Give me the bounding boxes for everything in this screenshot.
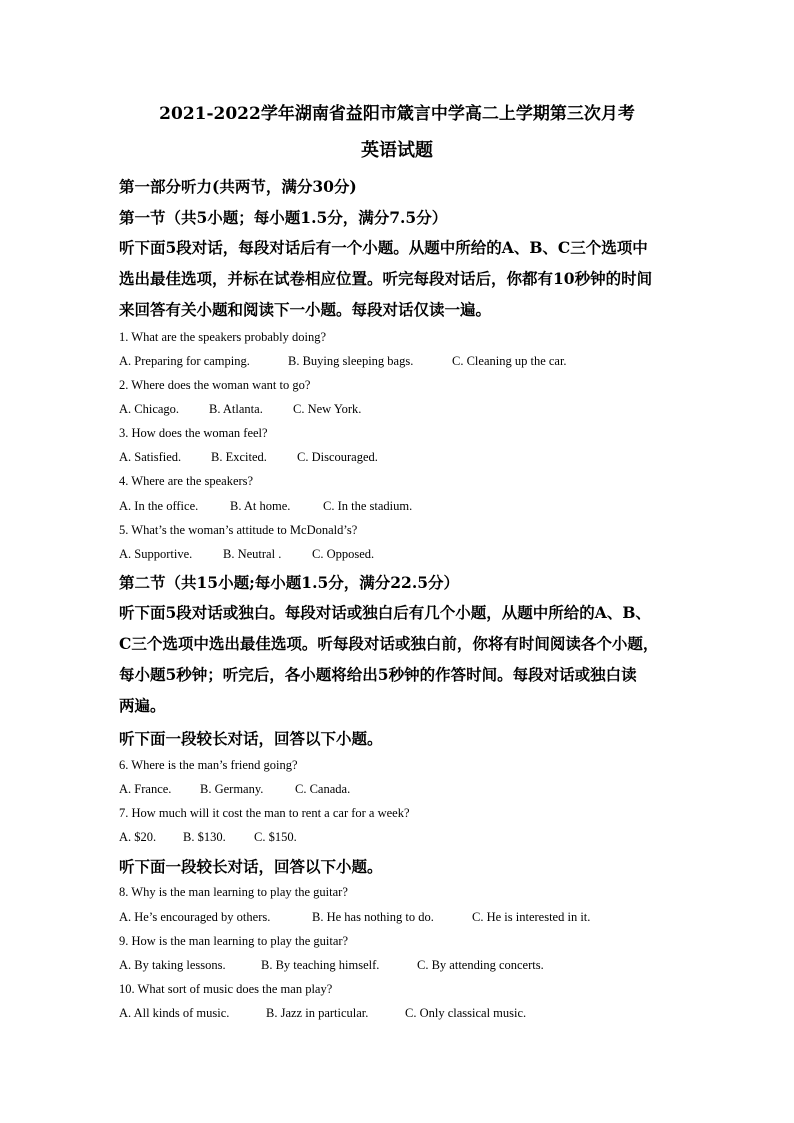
question-7: 7. How much will it cost the man to rent a car for a week? (119, 806, 410, 820)
option-a: A. $20. (119, 830, 157, 844)
question-4-options (119, 499, 412, 514)
instruction-line: 听下面5段对话或独白。每段对话或独白后有几个小题，从题中所给的A、B、 (119, 603, 651, 622)
option-a: A. Supportive. (119, 547, 193, 561)
section2-heading: 第二节（共15小题;每小题1.5分，满分22.5分） (119, 573, 460, 592)
sub-instruction: 听下面一段较长对话，回答以下小题。 (119, 857, 383, 876)
part1-heading: 第一部分听力(共两节，满分30分) (119, 177, 357, 196)
option-a: A. He’s encouraged by others. (119, 910, 271, 924)
option-a: A. Preparing for camping. (119, 354, 250, 368)
question-1: 1. What are the speakers probably doing? (119, 330, 326, 344)
option-c: C. In the stadium. (323, 499, 413, 513)
option-b: B. $130. (183, 830, 226, 844)
question-2-options (119, 402, 361, 417)
question-9-options (119, 958, 544, 973)
question-5: 5. What’s the woman’s attitude to McDonald’s? (119, 523, 358, 537)
option-b: B. Jazz in particular. (266, 1006, 369, 1020)
section1-instruction (119, 232, 679, 325)
question-8: 8. Why is the man learning to play the guitar? (119, 885, 348, 899)
option-b: B. Buying sleeping bags. (288, 354, 414, 368)
option-c: C. New York. (293, 402, 362, 416)
question-8-options (119, 910, 590, 925)
question-3: 3. How does the woman feel? (119, 426, 268, 440)
option-a: A. France. (119, 782, 172, 796)
option-b: B. By teaching himself. (261, 958, 380, 972)
exam-title: 2021-2022学年湖南省益阳市箴言中学高二上学期第三次月考 (159, 104, 635, 124)
option-c: C. He is interested in it. (472, 910, 591, 924)
question-6-options (119, 782, 350, 797)
question-6: 6. Where is the man’s friend going? (119, 758, 298, 772)
question-4: 4. Where are the speakers? (119, 474, 254, 488)
question-7-options (119, 830, 297, 845)
option-b: B. Neutral . (223, 547, 282, 561)
question-9: 9. How is the man learning to play the guitar? (119, 934, 349, 948)
option-c: C. $150. (254, 830, 297, 844)
section2-instruction (119, 597, 689, 721)
instruction-line: 两遍。 (119, 696, 166, 715)
option-c: C. Only classical music. (405, 1006, 527, 1020)
question-2: 2. Where does the woman want to go? (119, 378, 311, 392)
option-c: C. Discouraged. (297, 450, 378, 464)
option-b: B. Excited. (211, 450, 267, 464)
option-c: C. By attending concerts. (417, 958, 544, 972)
option-a: A. Chicago. (119, 402, 180, 416)
question-5-options (119, 547, 374, 562)
instruction-line: C三个选项中选出最佳选项。听每段对话或独白前，你将有时间阅读各个小题， (119, 634, 659, 653)
question-10: 10. What sort of music does the man play? (119, 982, 333, 996)
option-b: B. At home. (230, 499, 291, 513)
instruction-line: 来回答有关小题和阅读下一小题。每段对话仅读一遍。 (119, 300, 492, 319)
option-c: C. Canada. (295, 782, 351, 796)
option-b: B. Atlanta. (209, 402, 263, 416)
option-a: A. Satisfied. (119, 450, 182, 464)
exam-subtitle: 英语试题 (361, 140, 433, 161)
question-1-options (119, 354, 567, 369)
option-a: A. By taking lessons. (119, 958, 226, 972)
question-10-options (119, 1006, 526, 1021)
question-3-options (119, 450, 378, 465)
option-b: B. Germany. (200, 782, 264, 796)
instruction-line: 选出最佳选项，并标在试卷相应位置。听完每段对话后，你都有10秒钟的时间 (119, 269, 653, 288)
option-b: B. He has nothing to do. (312, 910, 434, 924)
section1-heading: 第一节（共5小题；每小题1.5分，满分7.5分） (119, 208, 448, 227)
option-c: C. Opposed. (312, 547, 375, 561)
sub-instruction: 听下面一段较长对话，回答以下小题。 (119, 729, 383, 748)
option-a: A. All kinds of music. (119, 1006, 230, 1020)
option-c: C. Cleaning up the car. (452, 354, 567, 368)
instruction-line: 每小题5秒钟；听完后，各小题将给出5秒钟的作答时间。每段对话或独白读 (119, 665, 637, 684)
instruction-line: 听下面5段对话，每段对话后有一个小题。从题中所给的A、B、C三个选项中 (119, 238, 648, 257)
option-a: A. In the office. (119, 499, 199, 513)
